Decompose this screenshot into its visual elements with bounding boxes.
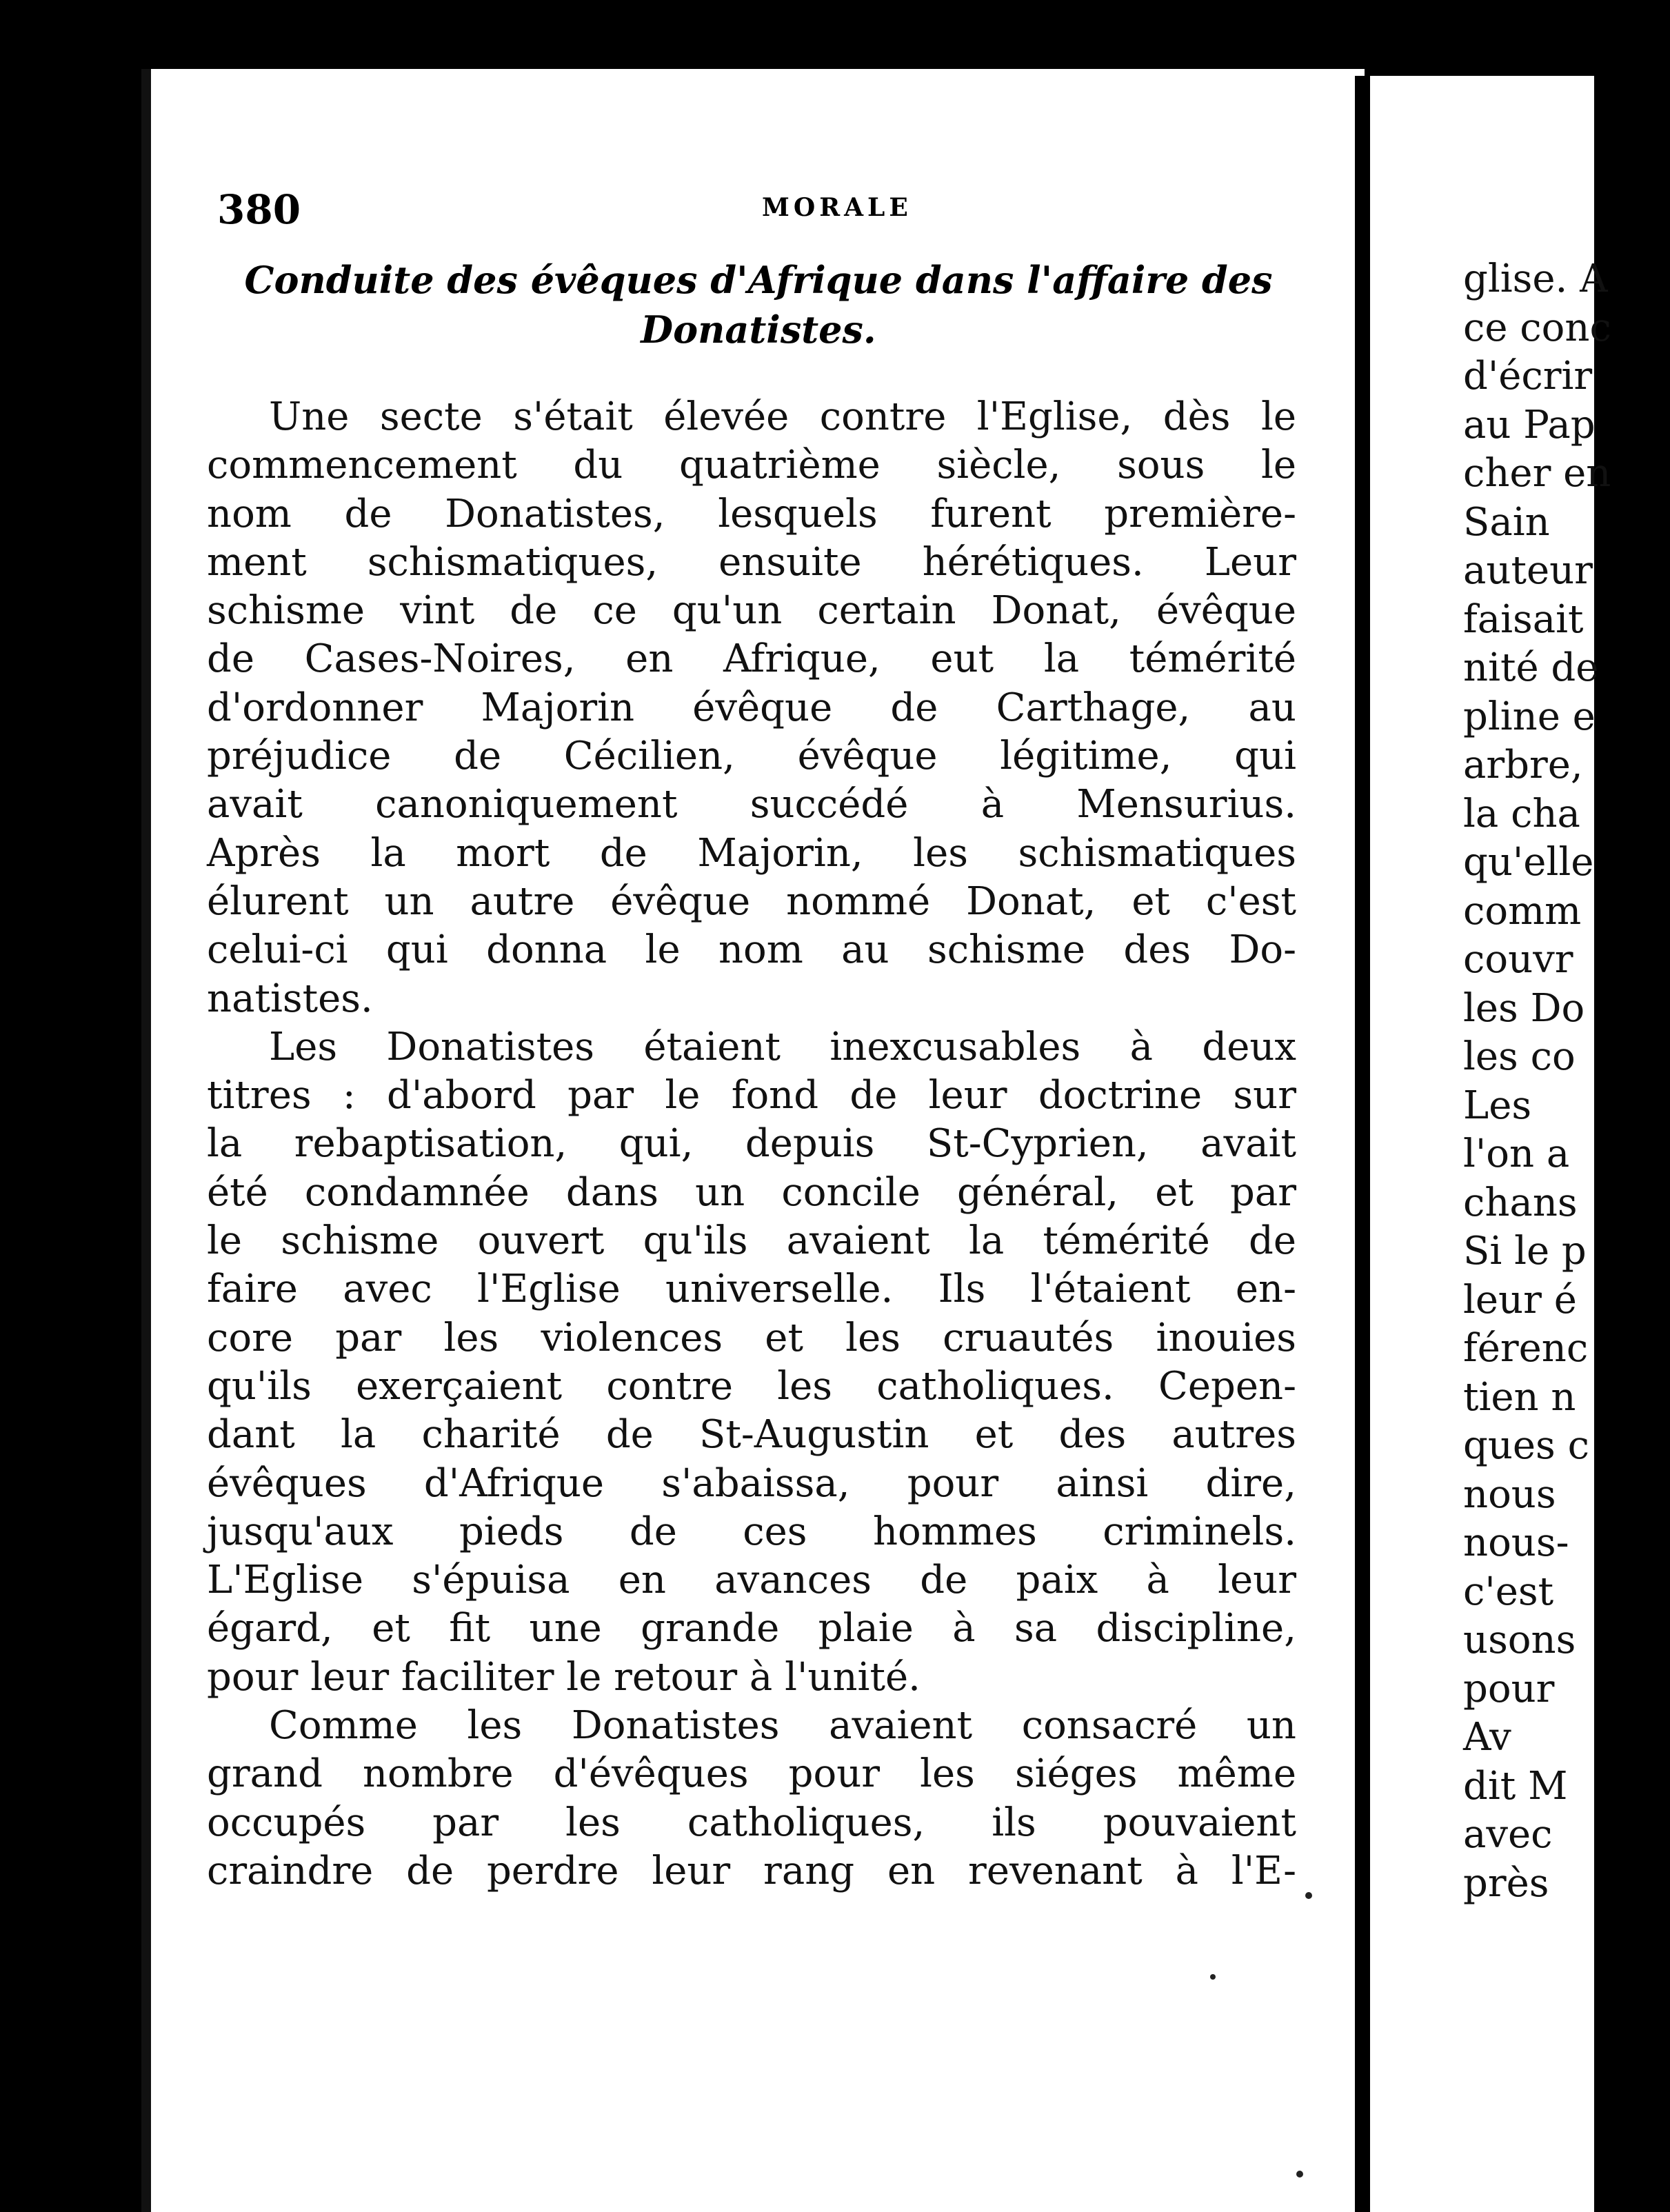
text-line: faire avec l'Eglise universelle. Ils l'étaient en- <box>207 1267 1296 1312</box>
text-line: préjudice de Cécilien, évêque légitime, qui <box>207 734 1296 779</box>
text-line: dit M <box>1463 1763 1568 1809</box>
ink-speck <box>1296 2171 1303 2178</box>
page-header <box>217 186 1594 241</box>
text-line: férenc <box>1463 1326 1589 1371</box>
text-line: jusqu'aux pieds de ces hommes criminels. <box>207 1509 1296 1554</box>
text-line: ce conc <box>1463 305 1611 350</box>
text-line: arbre, <box>1463 743 1583 787</box>
text-line: Les Donatistes étaient inexcusables à deux <box>269 1024 1296 1069</box>
text-line: les co <box>1463 1034 1576 1079</box>
text-line: ment schismatiques, ensuite hérétiques. Leur <box>207 539 1296 585</box>
text-line: leur é <box>1463 1277 1577 1323</box>
text-line: Sain <box>1463 499 1550 545</box>
section-title-line: Conduite des évêques d'Afrique dans l'affaire des <box>244 258 1273 302</box>
text-line: pline e <box>1463 694 1596 739</box>
text-line: Une secte s'était élevée contre l'Eglise, dès le <box>269 394 1296 439</box>
text-line: comm <box>1463 888 1582 934</box>
text-line: cher en <box>1463 451 1611 496</box>
ink-speck <box>1210 1974 1216 1980</box>
text-line: occupés par les catholiques, ils pouvaient <box>207 1800 1296 1845</box>
text-line: craindre de perdre leur rang en revenant à l'E- <box>207 1848 1296 1893</box>
text-line: tien n <box>1463 1374 1576 1420</box>
text-line: Comme les Donatistes avaient consacré un <box>269 1703 1296 1749</box>
text-line: Si le p <box>1463 1229 1587 1274</box>
text-line: le schisme ouvert qu'ils avaient la témérité de <box>207 1218 1296 1264</box>
text-line: c'est <box>1463 1569 1554 1614</box>
text-line: couvr <box>1463 937 1573 982</box>
text-line: avec <box>1463 1812 1553 1857</box>
text-line: nous- <box>1463 1520 1569 1565</box>
text-line: pour leur faciliter le retour à l'unité. <box>207 1654 920 1700</box>
text-line: titres : d'abord par le fond de leur doctrine sur <box>207 1073 1296 1118</box>
text-line: Après la mort de Majorin, les schismatiques <box>207 830 1296 876</box>
text-line: auteur <box>1463 548 1593 593</box>
text-line: usons <box>1463 1618 1576 1662</box>
text-line: glise. A <box>1463 257 1608 301</box>
text-line: qu'ils exerçaient contre les catholiques. Cepen- <box>207 1363 1296 1409</box>
text-line: près <box>1463 1860 1549 1906</box>
text-line: égard, et fit une grande plaie à sa discipline, <box>207 1606 1296 1651</box>
text-line: Av <box>1463 1715 1511 1760</box>
body-text <box>207 393 1296 1896</box>
running-head: MORALE <box>762 193 912 222</box>
text-line: dant la charité de St-Augustin et des autres <box>207 1412 1296 1458</box>
text-line: avait canoniquement succédé à Mensurius. <box>207 782 1296 827</box>
text-line: ques c <box>1463 1423 1589 1468</box>
text-line: natistes. <box>207 976 373 1021</box>
text-line: celui-ci qui donna le nom au schisme des Do- <box>207 927 1296 973</box>
text-line: été condamnée dans un concile général, et par <box>207 1169 1296 1215</box>
text-line: qu'elle <box>1463 840 1594 885</box>
text-line: nom de Donatistes, lesquels furent première- <box>207 491 1296 536</box>
text-line: Les <box>1463 1083 1532 1128</box>
text-line: les Do <box>1463 985 1585 1031</box>
text-line: schisme vint de ce qu'un certain Donat, évêque <box>207 588 1296 634</box>
text-line: la rebaptisation, qui, depuis St-Cyprien, avait <box>207 1121 1296 1167</box>
book-gutter <box>1355 76 1370 2212</box>
ink-speck <box>1305 1892 1312 1899</box>
text-line: de Cases-Noires, en Afrique, eut la témérité <box>207 636 1296 682</box>
text-line: d'ordonner Majorin évêque de Carthage, au <box>207 685 1296 730</box>
right-page-text <box>1463 255 1670 1908</box>
text-line: nité de <box>1463 645 1599 690</box>
text-line: évêques d'Afrique s'abaissa, pour ainsi dire, <box>207 1460 1296 1506</box>
text-line: chans <box>1463 1180 1578 1225</box>
text-line: la cha <box>1463 791 1580 836</box>
text-line: L'Eglise s'épuisa en avances de paix à leur <box>207 1558 1296 1603</box>
text-line: élurent un autre évêque nommé Donat, et c'est <box>207 878 1296 924</box>
text-line: commencement du quatrième siècle, sous le <box>207 443 1296 488</box>
text-line: d'écrir <box>1463 354 1593 399</box>
text-line: faisait <box>1463 596 1584 642</box>
text-line: grand nombre d'évêques pour les siéges même <box>207 1751 1296 1797</box>
page-number: 380 <box>217 186 301 233</box>
text-line: nous <box>1463 1471 1556 1517</box>
text-line: au Pap <box>1463 402 1596 448</box>
text-line: l'on a <box>1463 1132 1570 1176</box>
text-line: core par les violences et les cruautés inouies <box>207 1315 1296 1360</box>
section-title <box>221 255 1296 354</box>
section-title-line: Donatistes. <box>641 308 876 352</box>
text-line: pour <box>1463 1666 1555 1711</box>
